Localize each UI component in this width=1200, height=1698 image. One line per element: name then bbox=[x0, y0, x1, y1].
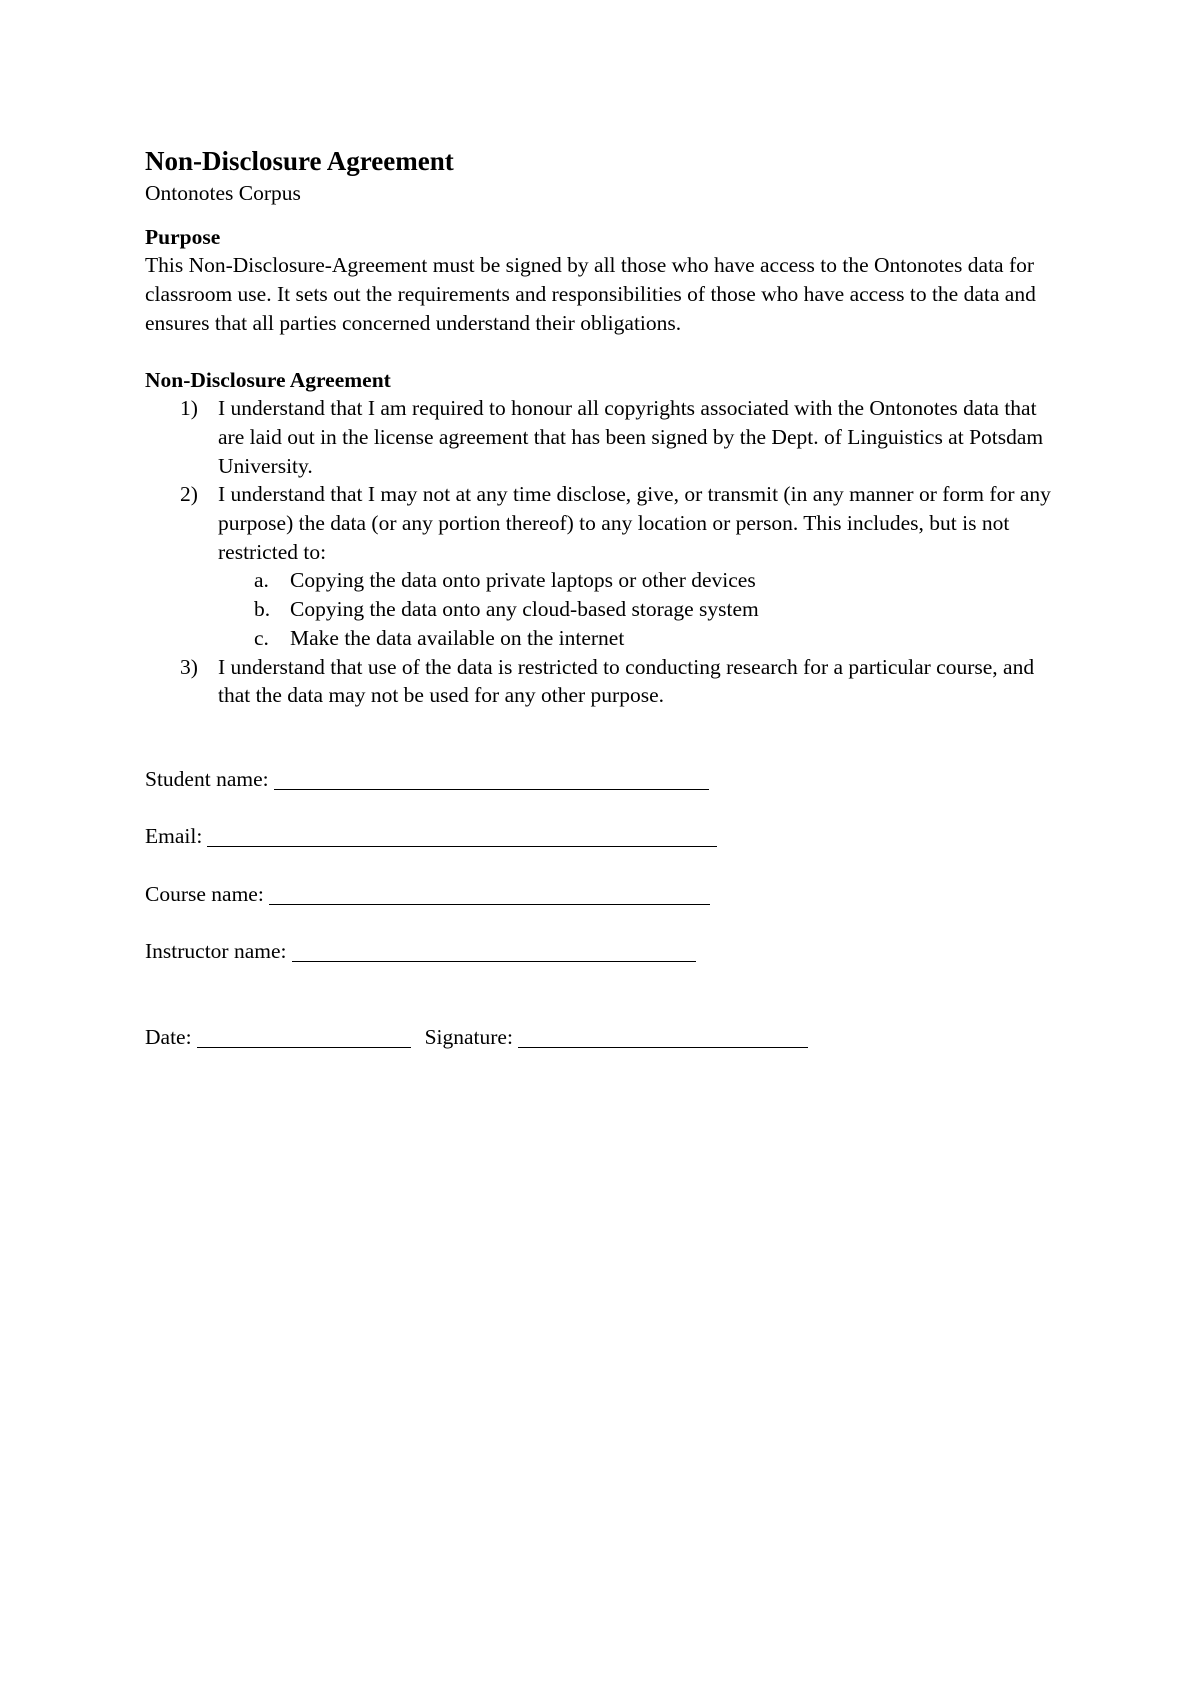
purpose-heading: Purpose bbox=[145, 224, 221, 249]
item-number: 3) bbox=[180, 654, 198, 679]
course-name-label: Course name: bbox=[145, 881, 264, 906]
instructor-name-blank[interactable] bbox=[292, 943, 696, 962]
form-fields bbox=[145, 765, 1065, 966]
student-name-blank[interactable] bbox=[274, 771, 709, 790]
date-blank[interactable] bbox=[197, 1029, 411, 1048]
course-name-blank[interactable] bbox=[269, 886, 710, 905]
document-page bbox=[145, 143, 1065, 1051]
sub-item-letter: b. bbox=[254, 597, 271, 622]
nda-heading: Non-Disclosure Agreement bbox=[145, 367, 391, 392]
sub-list bbox=[218, 566, 1065, 652]
item-text: I understand that use of the data is restricted to conducting research for a particular course, and that the data may not be used for any other purpose. bbox=[218, 654, 1035, 708]
sub-list-item bbox=[218, 566, 1065, 595]
sub-list-item bbox=[218, 624, 1065, 653]
course-name-field bbox=[145, 880, 1065, 909]
sub-item-text: Copying the data onto private laptops or other devices bbox=[290, 568, 756, 593]
sub-item-letter: a. bbox=[254, 568, 269, 593]
list-item bbox=[145, 480, 1065, 652]
list-item bbox=[145, 394, 1065, 480]
date-label: Date: bbox=[145, 1024, 192, 1049]
sub-list-item bbox=[218, 595, 1065, 624]
item-text: I understand that I may not at any time disclose, give, or transmit (in any manner or form for any purpose) the data (or any portion thereof) to any location or person. This includes, but is not restricted to: bbox=[218, 482, 1051, 564]
list-item bbox=[145, 653, 1065, 710]
student-name-label: Student name: bbox=[145, 766, 269, 791]
instructor-name-field bbox=[145, 937, 1065, 966]
email-field bbox=[145, 822, 1065, 851]
purpose-paragraph: This Non-Disclosure-Agreement must be signed by all those who have access to the Ontonotes data for classroom use. It sets out the requirements and responsibilities of those who have access to the data and ensures that all parties concerned understand their obligations. bbox=[145, 253, 1036, 335]
sub-item-letter: c. bbox=[254, 625, 269, 650]
signature-blank[interactable] bbox=[518, 1029, 808, 1048]
student-name-field bbox=[145, 765, 1065, 794]
sub-item-text: Make the data available on the internet bbox=[290, 625, 625, 650]
item-number: 1) bbox=[180, 396, 198, 421]
email-blank[interactable] bbox=[207, 828, 717, 847]
agreement-list bbox=[145, 394, 1065, 710]
sub-item-text: Copying the data onto any cloud-based storage system bbox=[290, 597, 759, 622]
date-signature-row bbox=[145, 1023, 1065, 1052]
signature-label: Signature: bbox=[424, 1024, 513, 1049]
document-title: Non-Disclosure Agreement bbox=[145, 146, 454, 176]
instructor-name-label: Instructor name: bbox=[145, 939, 287, 964]
item-number: 2) bbox=[180, 482, 198, 507]
email-label: Email: bbox=[145, 824, 203, 849]
document-subtitle: Ontonotes Corpus bbox=[145, 181, 301, 205]
item-text: I understand that I am required to honour all copyrights associated with the Ontonotes data that are laid out in the license agreement that has been signed by the Dept. of Linguistics at Potsdam University. bbox=[218, 396, 1044, 478]
